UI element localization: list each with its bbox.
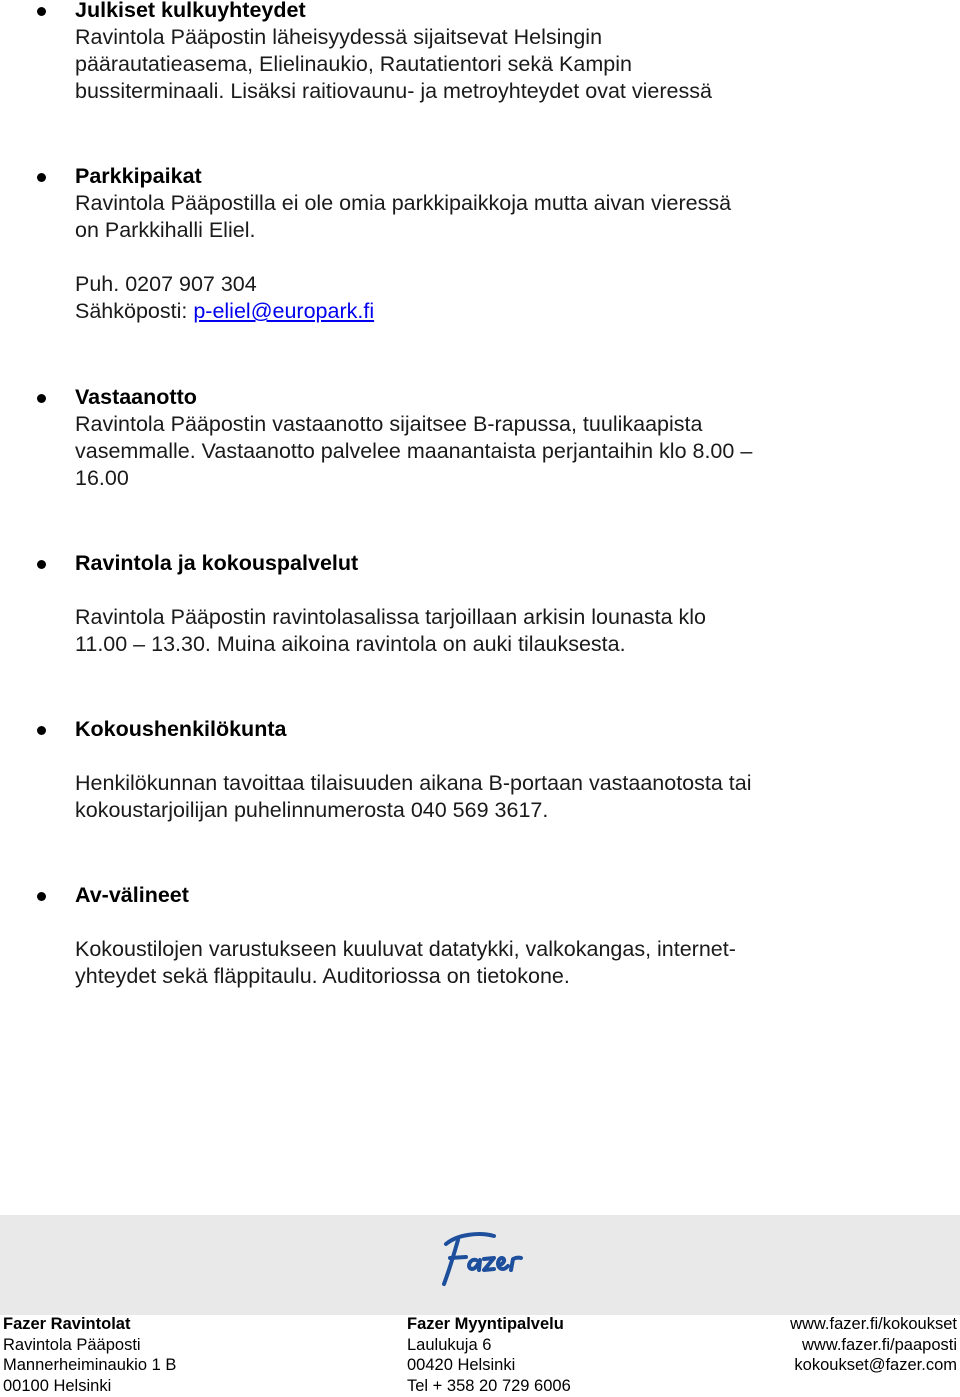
- footer-email[interactable]: kokoukset@fazer.com: [794, 1356, 957, 1374]
- footer-link-kokoukset[interactable]: www.fazer.fi/kokoukset: [790, 1315, 957, 1333]
- footer-line: Ravintola Pääposti: [3, 1335, 141, 1354]
- footer-column-middle: [407, 1314, 571, 1396]
- bullet-icon: [37, 394, 46, 403]
- phone-number: Puh. 0207 907 304: [75, 272, 257, 296]
- fazer-logo-icon: [436, 1224, 526, 1290]
- footer-line: 00100 Helsinki: [3, 1376, 112, 1395]
- section-text-line: bussiterminaali. Lisäksi raitiovaunu- ja metroyhteydet ovat vieressä: [75, 79, 712, 103]
- footer-line: Laulukuja 6: [407, 1335, 492, 1354]
- bullet-icon: [37, 726, 46, 735]
- bullet-icon: [37, 560, 46, 569]
- section-text-line: Ravintola Pääpostilla ei ole omia parkkipaikkoja mutta aivan vieressä: [75, 191, 732, 215]
- footer-line: Mannerheiminaukio 1 B: [3, 1356, 177, 1374]
- section-text-line: Henkilökunnan tavoittaa tilaisuuden aikana B-portaan vastaanotosta tai: [75, 771, 752, 795]
- email-line: [75, 298, 935, 325]
- footer-column-left: [3, 1314, 176, 1396]
- section-heading: Kokoushenkilökunta: [75, 717, 287, 741]
- section-heading: Ravintola ja kokouspalvelut: [75, 551, 359, 575]
- section-kokoushenkilokunta: [75, 716, 935, 824]
- footer-column-right: [790, 1314, 957, 1376]
- section-heading: Julkiset kulkuyhteydet: [75, 0, 306, 22]
- section-heading: Vastaanotto: [75, 385, 197, 409]
- section-text-line: Ravintola Pääpostin ravintolasalissa tarjoillaan arkisin lounasta klo: [75, 605, 707, 629]
- section-text-line: Kokoustilojen varustukseen kuuluvat datatykki, valkokangas, internet-: [75, 937, 736, 961]
- section-text-line: on Parkkihalli Eliel.: [75, 218, 256, 242]
- bullet-icon: [37, 7, 46, 16]
- section-ravintola-ja-kokouspalvelut: [75, 550, 935, 658]
- section-text-line: kokoustarjoilijan puhelinnumerosta 040 569 3617.: [75, 798, 549, 822]
- footer-title: Fazer Myyntipalvelu: [407, 1315, 564, 1333]
- footer-title: Fazer Ravintolat: [3, 1315, 131, 1333]
- section-text-line: 16.00: [75, 466, 129, 490]
- section-text-line: Ravintola Pääpostin läheisyydessä sijaitsevat Helsingin: [75, 25, 603, 49]
- footer-line: Tel + 358 20 729 6006: [407, 1376, 571, 1395]
- section-text-line: päärautatieasema, Elielinaukio, Rautatientori sekä Kampin: [75, 52, 632, 76]
- section-heading: Parkkipaikat: [75, 164, 202, 188]
- section-text-line: vasemmalle. Vastaanotto palvelee maanantaista perjantaihin klo 8.00 –: [75, 439, 753, 463]
- bullet-icon: [37, 173, 46, 182]
- footer-link-paaposti[interactable]: www.fazer.fi/paaposti: [802, 1335, 957, 1354]
- section-text-line: yhteydet sekä fläppitaulu. Auditoriossa on tietokone.: [75, 964, 570, 988]
- section-vastaanotto: [75, 384, 935, 492]
- section-parkkipaikat: [75, 163, 935, 325]
- section-heading: Av-välineet: [75, 883, 189, 907]
- email-link[interactable]: p-eliel@europark.fi: [193, 299, 375, 323]
- section-julkiset-kulkuyhteydet: [75, 0, 935, 105]
- footer-line: 00420 Helsinki: [407, 1356, 516, 1374]
- section-text-line: Ravintola Pääpostin vastaanotto sijaitsee B-rapussa, tuulikaapista: [75, 412, 703, 436]
- bullet-icon: [37, 892, 46, 901]
- section-av-valineet: [75, 882, 935, 990]
- section-text-line: 11.00 – 13.30. Muina aikoina ravintola on auki tilauksesta.: [75, 632, 626, 656]
- email-label: Sähköposti:: [75, 299, 194, 323]
